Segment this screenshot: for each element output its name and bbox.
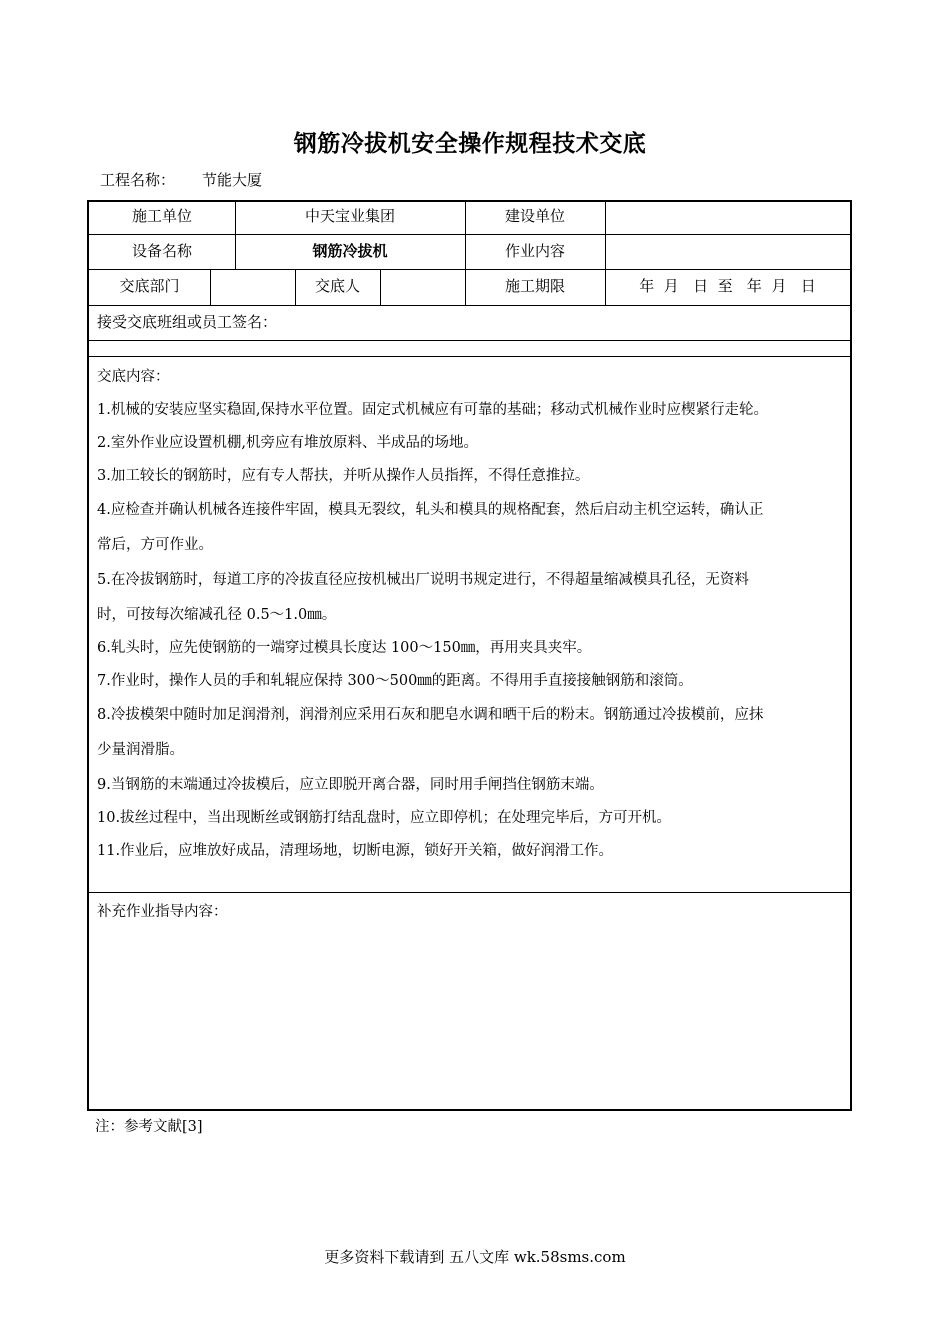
period-value: 年 月 日 至 年 月 日 [639,277,816,295]
project-value: 节能大厦 [202,171,263,189]
row-divider [89,340,850,341]
construction-unit-label: 施工单位 [131,207,192,225]
row-divider [89,234,850,235]
work-content-label: 作业内容 [504,242,565,260]
row-divider [89,269,850,270]
content-item: 时，可按每次缩减孔径 0.5～1.0㎜。 [97,607,337,623]
col-divider [210,269,211,305]
reference-note: 注：参考文献[3] [95,1119,203,1135]
content-item: 7.作业时，操作人员的手和轧辊应保持 300～500㎜的距离。不得用手直接接触钢筋和滚筒。 [97,673,693,689]
builder-unit-label: 建设单位 [504,207,565,225]
signature-label: 接受交底班组或员工签名： [97,313,278,331]
construction-unit-value: 中天宝业集团 [304,207,395,225]
row-divider [89,305,850,306]
project-label: 工程名称： [100,171,176,189]
content-item: 常后，方可作业。 [97,537,213,553]
period-label: 施工期限 [504,277,565,295]
content-item: 少量润滑脂。 [97,742,184,758]
content-item: 6.轧头时，应先使钢筋的一端穿过模具长度达 100～150㎜，再用夹具夹牢。 [97,640,592,656]
content-item: 5.在冷拔钢筋时，每道工序的冷拔直径应按机械出厂说明书规定进行，不得超量缩减模具孔径，无资料 [97,572,749,588]
content-item: 2.室外作业应设置机棚,机旁应有堆放原料、半成品的场地。 [97,435,478,451]
content-item: 8.冷拔模架中随时加足润滑剂，润滑剂应采用石灰和肥皂水调和晒干后的粉末。钢筋通过冷拔模前，应抹 [97,707,764,723]
disclosure-table [87,200,852,1111]
content-item: 9.当钢筋的末端通过冷拔模后，应立即脱开离合器，同时用手闸挡住钢筋末端。 [97,777,604,793]
content-item: 4.应检查并确认机械各连接件牢固，模具无裂纹，轧头和模具的规格配套，然后启动主机空运转，确认正 [97,502,764,518]
equipment-label: 设备名称 [131,242,192,260]
col-divider [380,269,381,305]
row-divider [89,356,850,357]
content-item: 10.拔丝过程中，当出现断丝或钢筋打结乱盘时，应立即停机；在处理完毕后，方可开机。 [97,810,672,826]
row-divider [89,892,850,893]
person-label: 交底人 [314,277,360,295]
footer-text: 更多资料下载请到 五八文库 wk.58sms.com [324,1248,626,1266]
content-label: 交底内容： [97,369,170,385]
dept-label: 交底部门 [119,277,180,295]
content-item: 3.加工较长的钢筋时，应有专人帮扶，并听从操作人员指挥，不得任意推拉。 [97,468,590,484]
project-line [100,169,262,190]
document-title: 钢筋冷拔机安全操作规程技术交底 [293,131,647,157]
content-item: 1.机械的安装应坚实稳固,保持水平位置。固定式机械应有可靠的基础；移动式机械作业时应楔紧行走轮。 [97,402,768,418]
supplement-label: 补充作业指导内容： [97,904,228,920]
equipment-value: 钢筋冷拔机 [312,242,388,260]
content-item: 11.作业后，应堆放好成品，清理场地，切断电源，锁好开关箱，做好润滑工作。 [97,843,614,859]
